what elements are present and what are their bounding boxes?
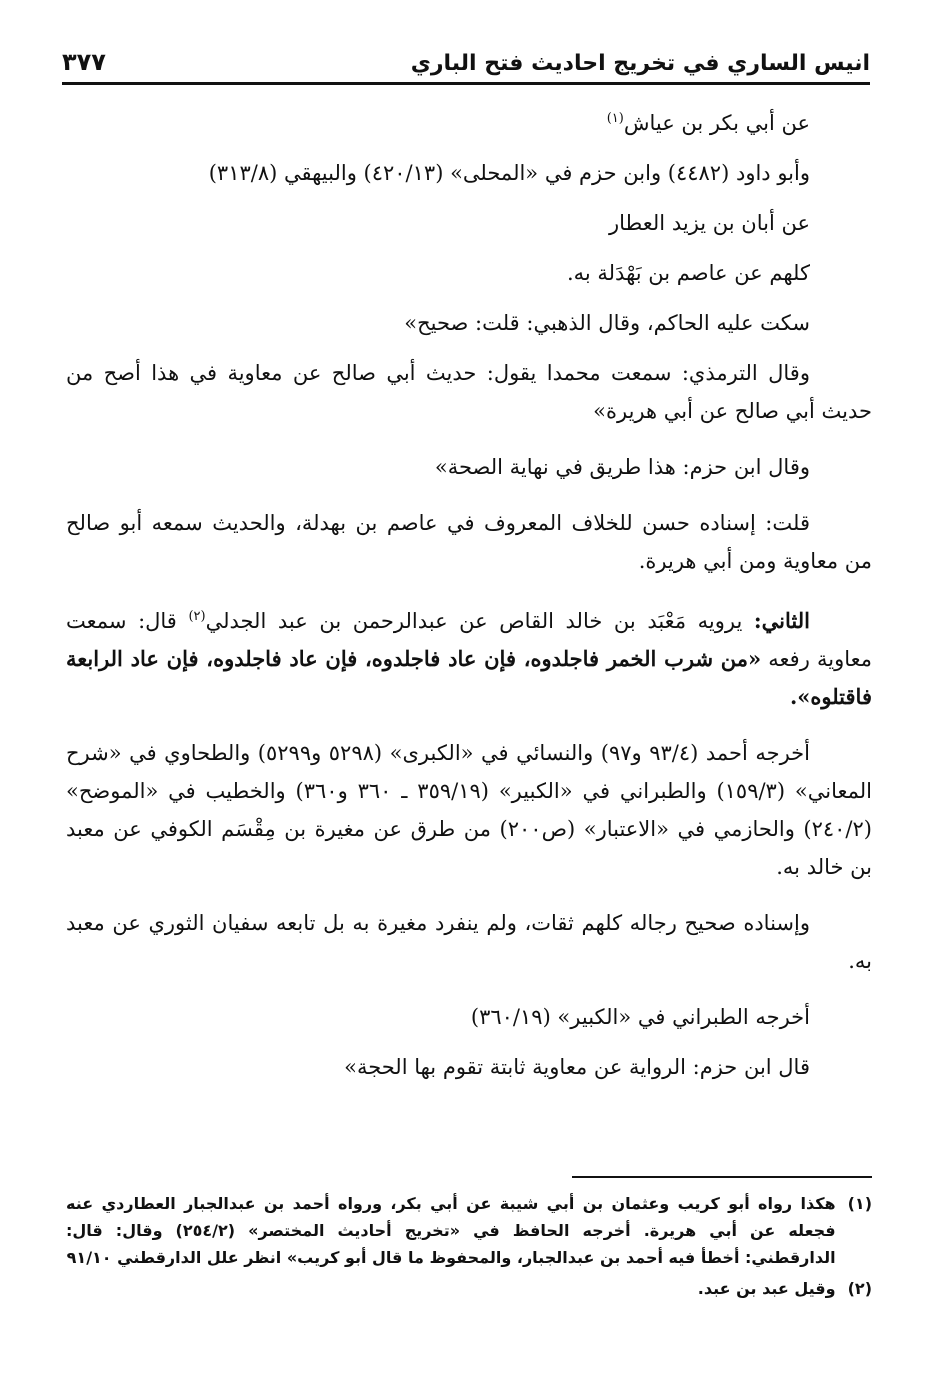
paragraph: الثاني: يرويه مَعْبَد بن خالد القاص عن عبدالرحمن بن عبد الجدلي$^{(٢)}$ قال: سمعت معاوية رفعه «من شرب الخمر فاجلدوه، فإن عاد فاجلدوه، فإن عاد فاجلدوه، فإن عاد الرابعة فاقتلوه».	[66, 608, 872, 709]
footnote-mark: (٢)	[847, 1279, 872, 1298]
footnotes	[66, 1190, 872, 1306]
paragraph: عن أبي بكر بن عياش$^{(١)}$	[606, 111, 810, 135]
paragraph: قال ابن حزم: الرواية عن معاوية ثابتة تقوم بها الحجة»	[344, 1055, 810, 1079]
paragraph: وقال الترمذي: سمعت محمدا يقول: حديث أبي صالح عن معاوية في هذا أصح من حديث أبي صالح عن أبي هريرة»	[66, 361, 872, 423]
footnote-ref: (٢)	[188, 609, 206, 624]
paragraph: كلهم عن عاصم بن بَهْدَلة به.	[566, 261, 810, 285]
hadith-quote: «من شرب الخمر فاجلدوه، فإن عاد فاجلدوه، فإن عاد فاجلدوه، فإن عاد الرابعة فاقتلوه».	[66, 646, 872, 709]
paragraph: عن أبان بن يزيد العطار	[609, 211, 810, 235]
footnote-divider	[572, 1176, 872, 1178]
paragraph: وإسناده صحيح رجاله كلهم ثقات، ولم ينفرد مغيرة به بل تابعه سفيان الثوري عن معبد به.	[66, 911, 872, 973]
running-title: انيس الساري في تخريج احاديث فتح الباري	[410, 51, 870, 76]
paragraph: وقال ابن حزم: هذا طريق في نهاية الصحة»	[434, 455, 810, 479]
footnote-mark: (١)	[847, 1194, 872, 1213]
page-number: ٣٧٧	[62, 48, 106, 76]
footnote-ref: (١)	[606, 111, 624, 126]
footnote	[66, 1275, 872, 1302]
page-header	[62, 40, 870, 85]
footnote	[66, 1190, 872, 1271]
paragraph: سكت عليه الحاكم، وقال الذهبي: قلت: صحيح»	[404, 311, 810, 335]
paragraph: قلت: إسناده حسن للخلاف المعروف في عاصم بن بهدلة، والحديث سمعه أبو صالح من معاوية ومن أبي هريرة.	[66, 511, 872, 573]
footnote-text: وقيل عبد بن عبد.	[697, 1279, 836, 1298]
main-text	[66, 100, 872, 1098]
paragraph: أخرجه الطبراني في «الكبير» (٣٦٠/١٩)	[470, 1005, 810, 1029]
section-lead: الثاني:	[753, 608, 810, 633]
footnote-text: هكذا رواه أبو كريب وعثمان بن أبي شيبة عن أبي بكر، ورواه أحمد بن عبدالجبار العطاردي عنه فجعله عن أبي هريرة. أخرجه الحافظ في «تخريج أحاديث المختصر» (٢٥٤/٢) وقال: قال: الدارقطني: أخطأ فيه أحمد بن عبدالجبار، والمحفوظ ما قال أبو كريب» انظر علل الدارقطني ٩١/١٠	[66, 1194, 836, 1267]
paragraph: وأبو داود (٤٤٨٢) وابن حزم في «المحلى» (٤٢٠/١٣) والبيهقي (٣١٣/٨)	[208, 161, 810, 185]
paragraph: أخرجه أحمد (٩٣/٤ و٩٧) والنسائي في «الكبرى» (٥٢٩٨ و٥٢٩٩) والطحاوي في «شرح المعاني» (١٥٩/٣) والطبراني في «الكبير» (٣٥٩/١٩ ـ ٣٦٠ و٣٦٠) والخطيب في «الموضح» (٢٤٠/٢) والحازمي في «الاعتبار» (ص٢٠٠) من طرق عن مغيرة بن مِقْسَم الكوفي عن معبد بن خالد به.	[66, 741, 872, 879]
